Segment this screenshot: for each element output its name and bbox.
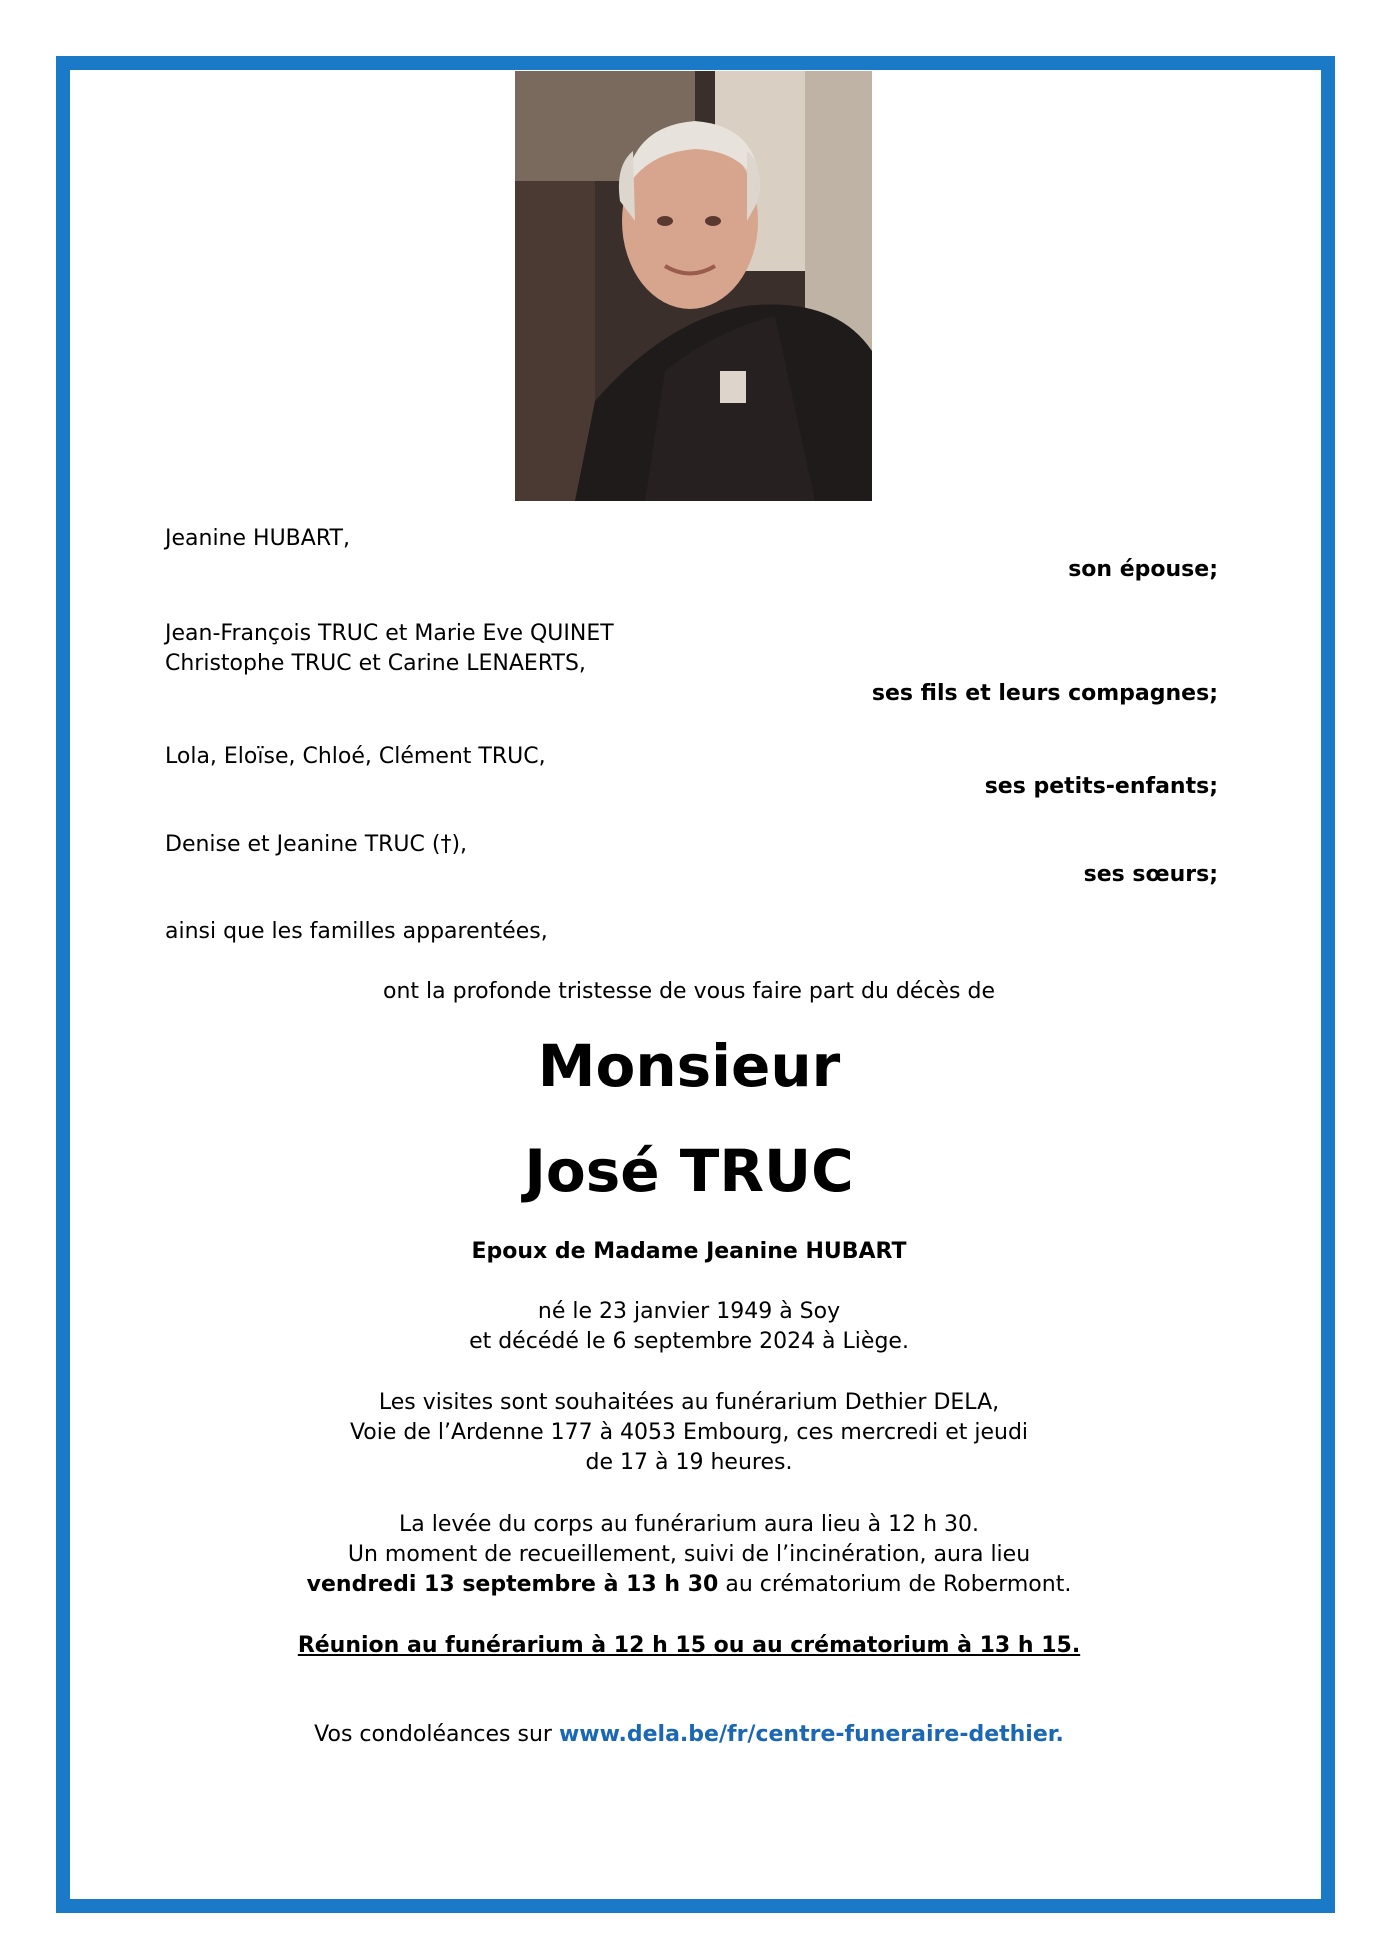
ceremony-place: au crématorium de Robermont. — [718, 1572, 1072, 1597]
ceremony-line-2: Un moment de recueillement, suivi de l’incinération, aura lieu — [347, 1542, 1031, 1567]
ceremony-line-3 — [0, 1570, 1378, 1600]
family-names-spouse: Jeanine HUBART, — [165, 526, 350, 551]
families-line: ainsi que les familles apparentées, — [165, 919, 548, 944]
birth-line: né le 23 janvier 1949 à Soy — [537, 1299, 841, 1324]
deceased-name: José TRUC — [524, 1137, 854, 1205]
visits-line-2: Voie de l’Ardenne 177 à 4053 Embourg, ces mercredi et jeudi — [349, 1420, 1029, 1445]
ceremony-line-1: La levée du corps au funérarium aura lieu à 12 h 30. — [398, 1512, 980, 1537]
spouse-line: Epoux de Madame Jeanine HUBART — [471, 1239, 907, 1264]
family-names-sons-2: Christophe TRUC et Carine LENAERTS, — [165, 651, 586, 676]
relation-spouse: son épouse; — [1068, 557, 1218, 582]
condolences-prefix: Vos condoléances sur — [314, 1722, 559, 1747]
meeting-line: Réunion au funérarium à 12 h 15 ou au crématorium à 13 h 15. — [297, 1633, 1081, 1658]
relation-sisters: ses sœurs; — [1083, 862, 1218, 887]
portrait-illustration — [515, 71, 872, 501]
family-names-sons-1: Jean-François TRUC et Marie Eve QUINET — [165, 621, 614, 646]
condolences-link[interactable]: www.dela.be/fr/centre-funeraire-dethier. — [558, 1722, 1064, 1747]
visits-line-3: de 17 à 19 heures. — [585, 1450, 793, 1475]
condolences-line — [0, 1720, 1378, 1750]
relation-grandchildren: ses petits-enfants; — [984, 774, 1218, 799]
death-line: et décédé le 6 septembre 2024 à Liège. — [469, 1329, 909, 1354]
honorific: Monsieur — [537, 1032, 841, 1100]
family-names-sisters: Denise et Jeanine TRUC (†), — [165, 832, 468, 857]
relation-sons: ses fils et leurs compagnes; — [871, 681, 1218, 706]
family-names-grandchildren: Lola, Eloïse, Chloé, Clément TRUC, — [165, 744, 546, 769]
announcement: ont la profonde tristesse de vous faire part du décès de — [383, 979, 995, 1004]
portrait-photo — [515, 71, 872, 501]
visits-line-1: Les visites sont souhaitées au funérarium Dethier DELA, — [378, 1390, 1000, 1415]
ceremony-date: vendredi 13 septembre à 13 h 30 — [306, 1572, 719, 1597]
